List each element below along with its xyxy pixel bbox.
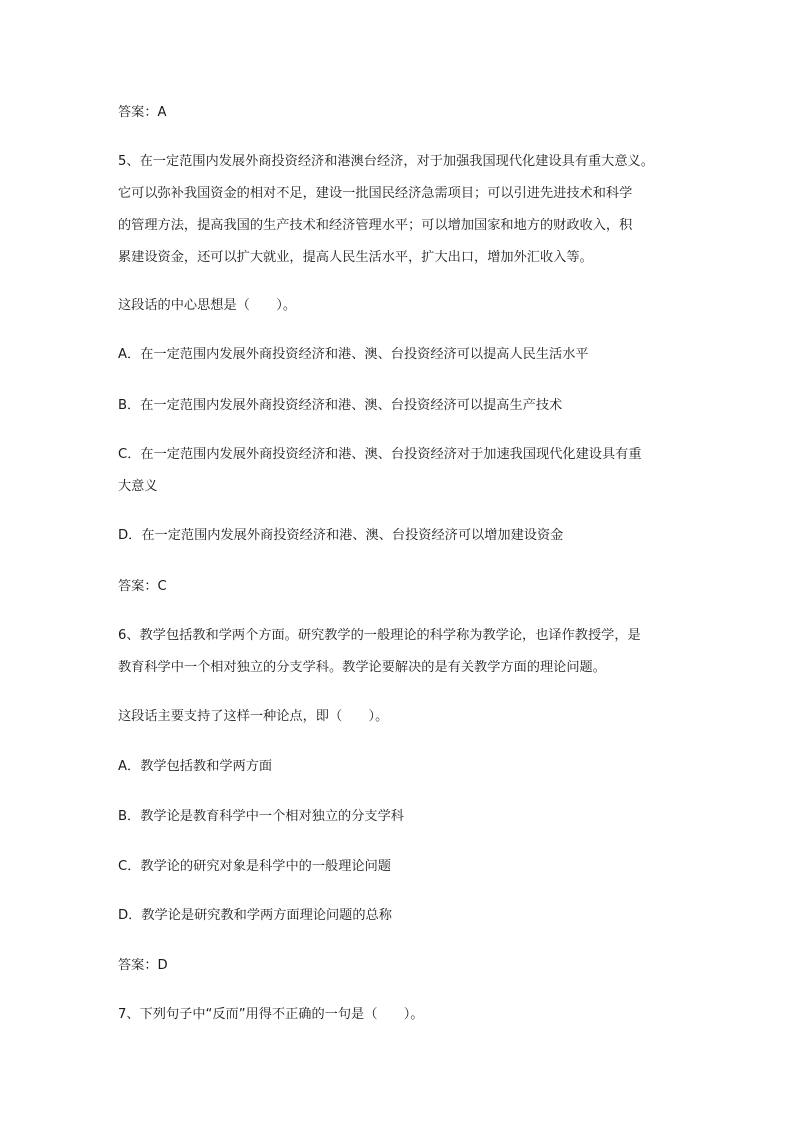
q6-stem-line: 6、教学包括教和学两个方面。研究教学的一般理论的科学称为教学论，也译作教授学，是 — [118, 628, 641, 643]
q5-option-b: B．在一定范围内发展外商投资经济和港、澳、台投资经济可以提高生产技术 — [118, 398, 563, 413]
q5-option-c: C．在一定范围内发展外商投资经济和港、澳、台投资经济对于加速我国现代化建设具有重 — [118, 447, 642, 462]
q6-answer: 答案：D — [118, 958, 168, 973]
q5-stem-line: 的管理方法，提高我国的生产技术和经济管理水平；可以增加国家和地方的财政收入，积 — [118, 218, 633, 233]
answer-a: 答案：A — [118, 105, 167, 120]
q5-stem-line: 它可以弥补我国资金的相对不足，建设一批国民经济急需项目；可以引进先进技术和科学 — [118, 186, 633, 201]
q6-question: 这段话主要支持了这样一种论点，即（ ）。 — [118, 709, 389, 724]
q7-question: 7、下列句子中“反而”用得不正确的一句是（ ）。 — [118, 1007, 424, 1022]
q5-question: 这段话的中心思想是（ ）。 — [118, 298, 297, 313]
q5-stem-line: 累建设资金，还可以扩大就业，提高人民生活水平，扩大出口，增加外汇收入等。 — [118, 250, 593, 265]
q6-option-d: D．教学论是研究教和学两方面理论问题的总称 — [118, 908, 392, 923]
q5-answer: 答案：C — [118, 579, 167, 594]
q6-option-b: B．教学论是教育科学中一个相对独立的分支学科 — [118, 809, 404, 824]
q5-stem-line: 5、在一定范围内发展外商投资经济和港澳台经济，对于加强我国现代化建设具有重大意义。 — [118, 154, 654, 169]
q5-option-c-cont: 大意义 — [118, 479, 158, 494]
q6-option-a: A．教学包括教和学两方面 — [118, 759, 273, 774]
q6-stem-line: 教育科学中一个相对独立的分支学科。教学论要解决的是有关教学方面的理论问题。 — [118, 660, 606, 675]
q5-option-a: A．在一定范围内发展外商投资经济和港、澳、台投资经济可以提高人民生活水平 — [118, 347, 589, 362]
q6-option-c: C．教学论的研究对象是科学中的一般理论问题 — [118, 859, 391, 874]
q5-option-d: D．在一定范围内发展外商投资经济和港、澳、台投资经济可以增加建设资金 — [118, 528, 564, 543]
